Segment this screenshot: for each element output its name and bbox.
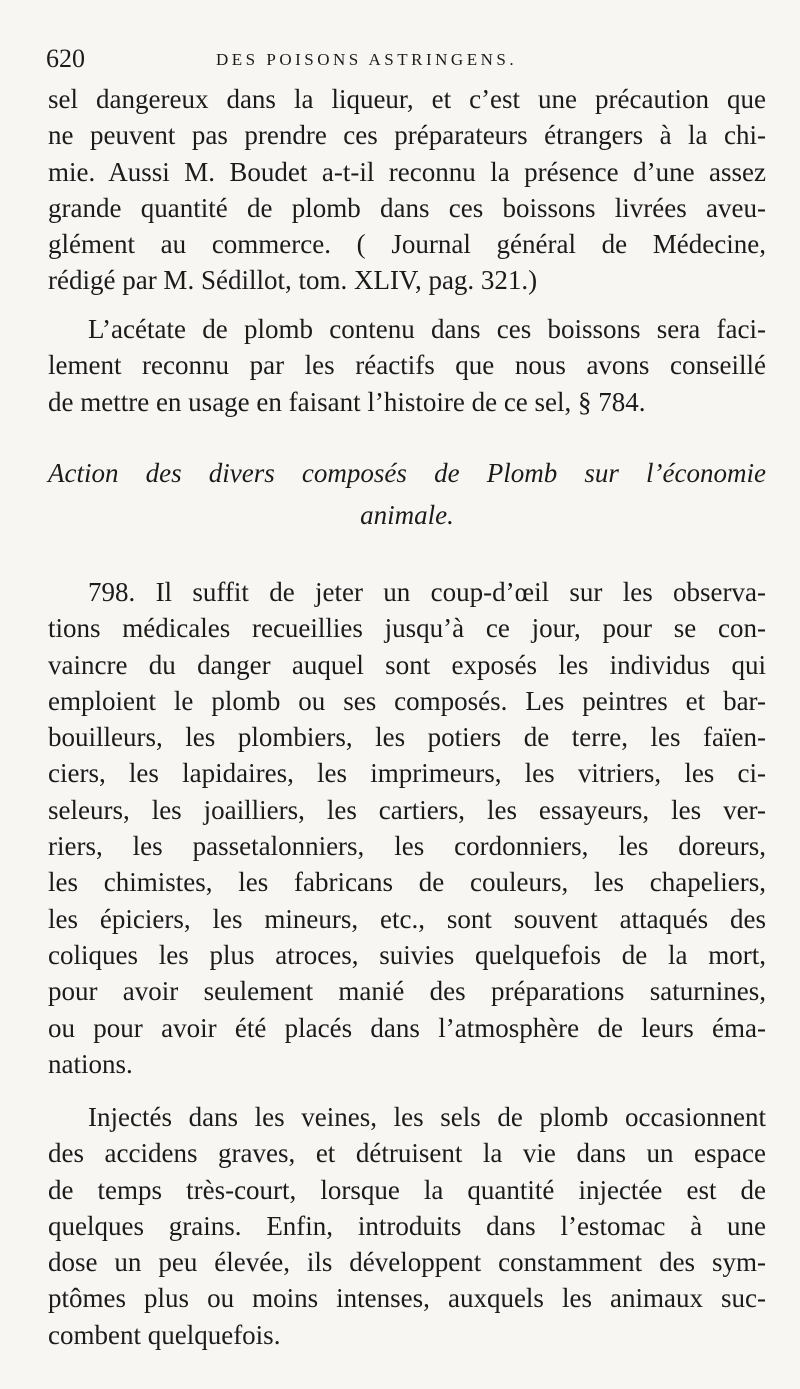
page-number: 620 <box>46 44 85 73</box>
text-line: vaincre du danger auquel sont exposés les individus qui <box>48 649 766 680</box>
text-line: glément au commerce. ( Journal général de Médecine, <box>48 229 766 260</box>
running-title: DES POISONS ASTRINGENS. <box>216 50 518 69</box>
text-line: emploient le plomb ou ses composés. Les peintres et bar- <box>48 685 766 716</box>
heading-line: animale. <box>360 500 454 530</box>
text-line: les chimistes, les fabricans de couleurs, les chapeliers, <box>48 867 766 898</box>
text-line: pour avoir seulement manié des préparations saturnines, <box>48 976 766 1007</box>
text-line: dose un peu élevée, ils développent constamment des sym- <box>48 1247 766 1278</box>
section-heading <box>48 452 766 536</box>
text-line: de mettre en usage en faisant l’histoire de ce sel, § 784. <box>48 386 646 417</box>
paragraph-798 <box>48 574 766 1082</box>
text-line: nations. <box>48 1048 133 1079</box>
text-line: ciers, les lapidaires, les imprimeurs, les vitriers, les ci- <box>48 758 766 789</box>
text-line: combent quelquefois. <box>48 1319 281 1350</box>
text-line: des accidens graves, et détruisent la vie dans un espace <box>48 1138 766 1169</box>
running-head <box>46 44 760 74</box>
paragraph-acetate <box>48 311 766 420</box>
paragraph-intro <box>48 81 766 299</box>
heading-line: Action des divers composés de Plomb sur l’économie <box>48 458 766 488</box>
text-line: coliques les plus atroces, suivies quelquefois de la mort, <box>48 939 766 970</box>
text-line: les épiciers, les mineurs, etc., sont souvent attaqués des <box>48 903 766 934</box>
text-line: grande quantité de plomb dans ces boissons livrées aveu- <box>48 192 766 223</box>
text-line: sel dangereux dans la liqueur, et c’est une précaution que <box>48 84 766 114</box>
text-line: riers, les passetalonniers, les cordonniers, les doreurs, <box>48 831 766 862</box>
text-line: 798. Il suffit de jeter un coup-d’œil sur les observa- <box>88 577 766 607</box>
text-line: quelques grains. Enfin, introduits dans l’estomac à une <box>48 1210 766 1241</box>
text-line: mie. Aussi M. Boudet a-t-il reconnu la présence d’une assez <box>48 156 766 187</box>
text-line: seleurs, les joailliers, les cartiers, les essayeurs, les ver- <box>48 794 766 825</box>
text-line: ou pour avoir été placés dans l’atmosphère de leurs éma- <box>48 1012 766 1043</box>
text-line: lement reconnu par les réactifs que nous avons conseillé <box>48 350 766 381</box>
text-line: L’acétate de plomb contenu dans ces boissons sera faci- <box>88 314 766 344</box>
text-line: ne peuvent pas prendre ces préparateurs étrangers à la chi- <box>48 120 766 151</box>
paragraph-injectes <box>48 1099 766 1353</box>
text-line: tions médicales recueillies jusqu’à ce jour, pour se con- <box>48 613 766 644</box>
text-line: de temps très-court, lorsque la quantité injectée est de <box>48 1174 766 1205</box>
text-line: Injectés dans les veines, les sels de plomb occasionnent <box>88 1102 766 1132</box>
text-line: bouilleurs, les plombiers, les potiers de terre, les faïen- <box>48 722 766 753</box>
text-line: ptômes plus ou moins intenses, auxquels les animaux suc- <box>48 1283 766 1314</box>
text-line: rédigé par M. Sédillot, tom. XLIV, pag. 321.) <box>48 265 538 296</box>
